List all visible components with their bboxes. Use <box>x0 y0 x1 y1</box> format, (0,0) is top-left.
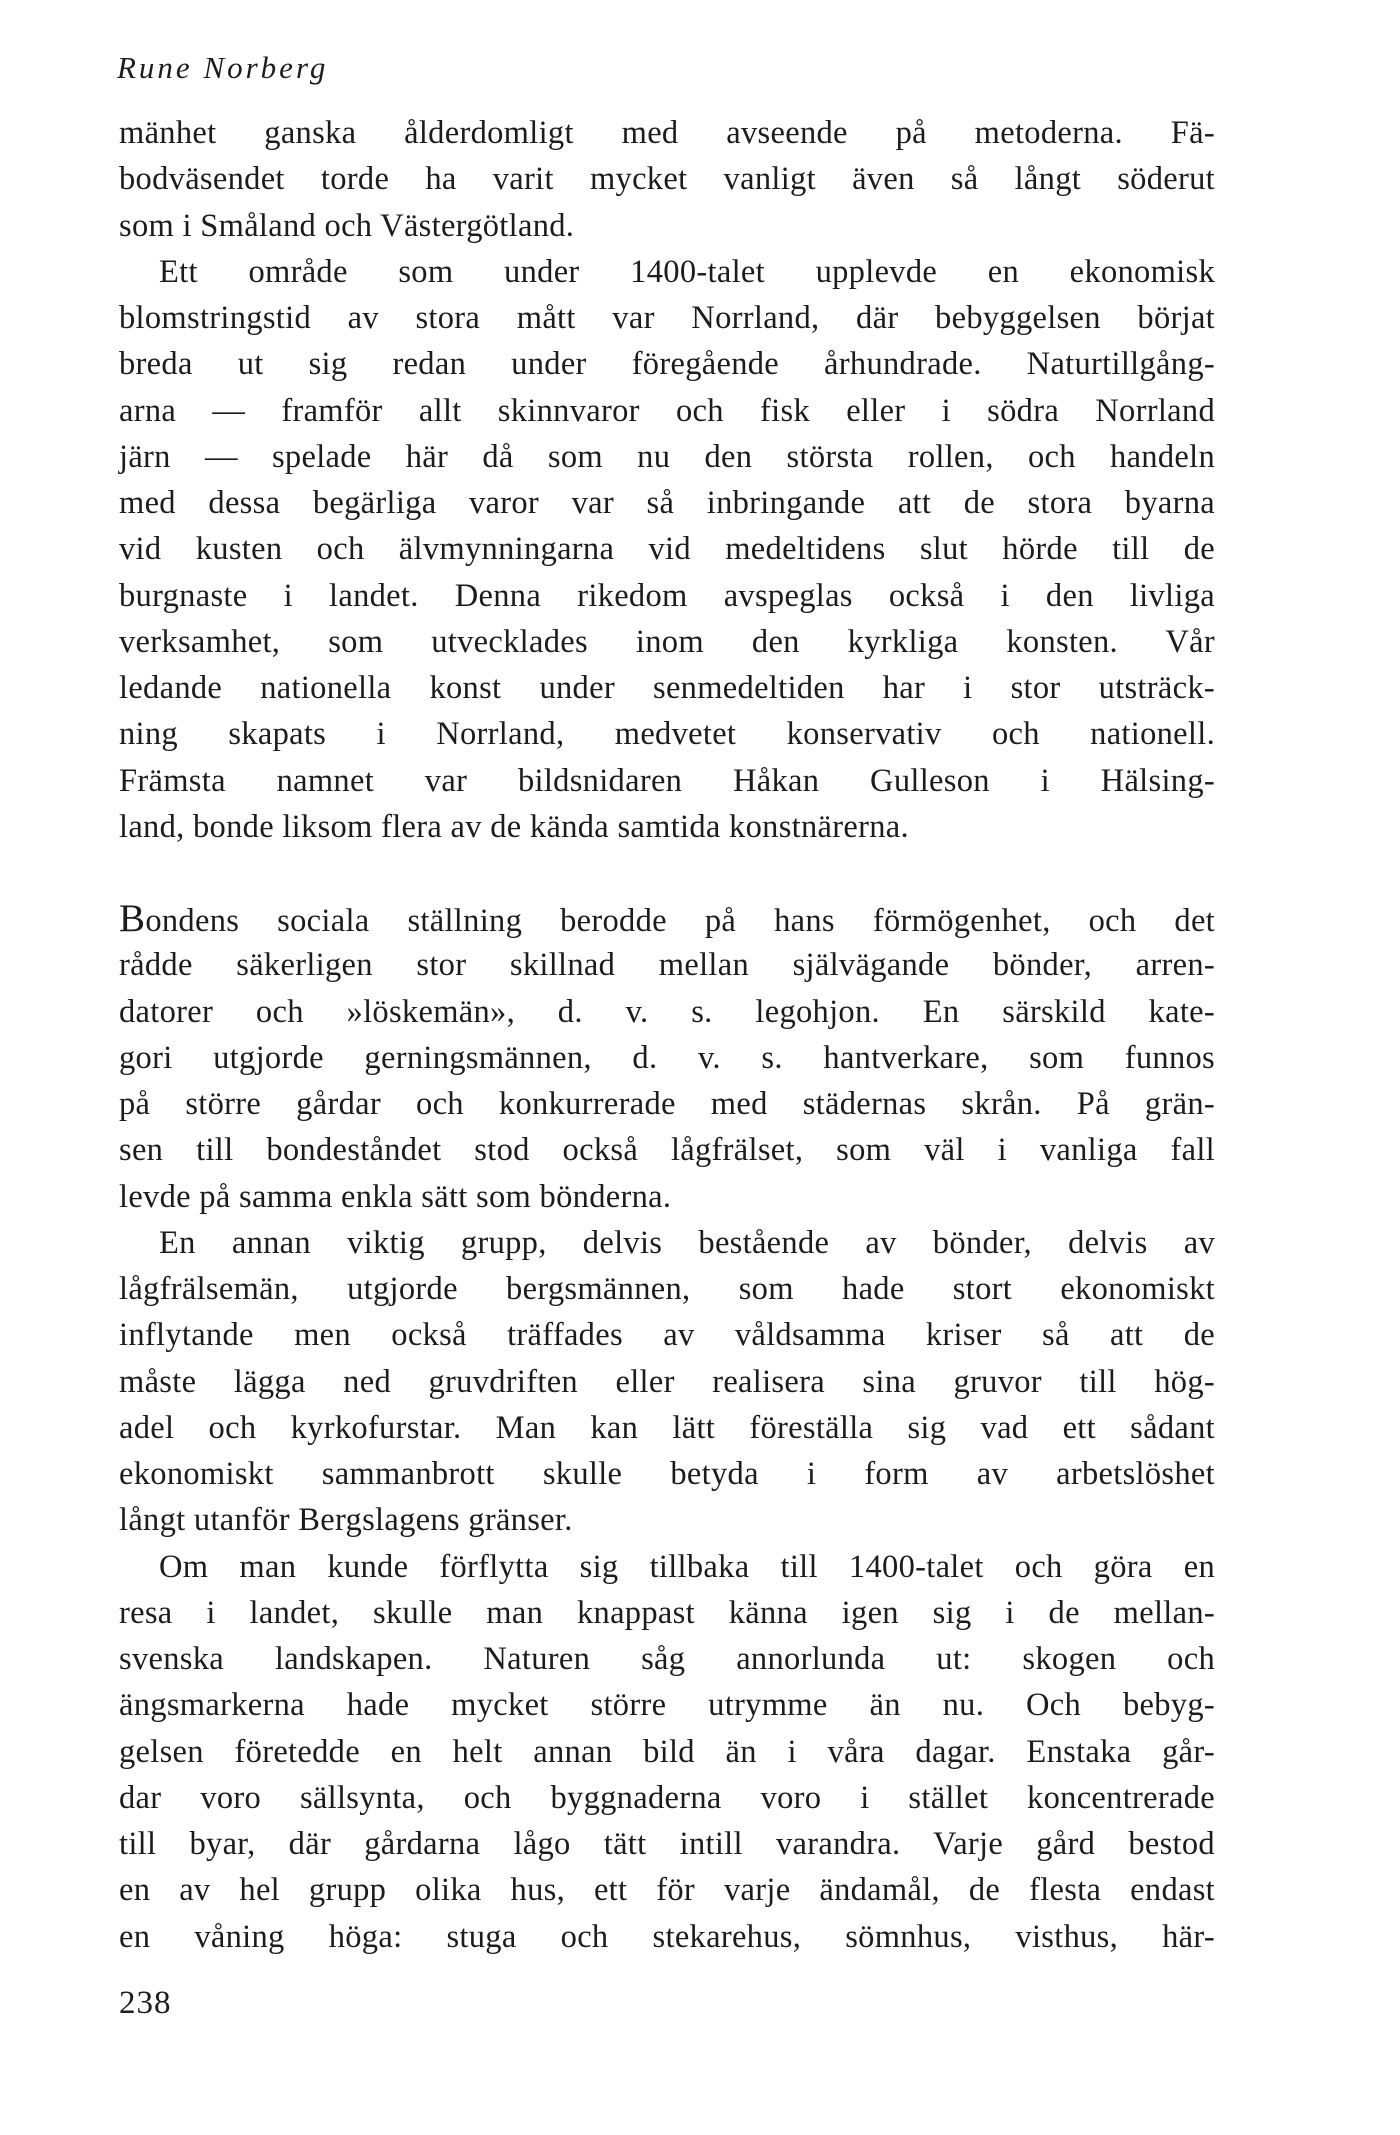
text-line: rådde säkerligen stor skillnad mellan självägande bönder, arren- <box>119 947 1215 984</box>
text-line: som i Småland och Västergötland. <box>119 207 575 244</box>
paragraph <box>119 1544 1215 1960</box>
text-line: mänhet ganska ålderdomligt med avseende på metoderna. Fä- <box>119 115 1215 151</box>
text-line: en av hel grupp olika hus, ett för varje ändamål, de flesta endast <box>119 1872 1215 1909</box>
text-line: verksamhet, som utvecklades inom den kyrkliga konsten. Vår <box>119 623 1215 660</box>
text-line: måste lägga ned gruvdriften eller realisera sina gruvor till hög- <box>119 1363 1215 1400</box>
text-line: levde på samma enkla sätt som bönderna. <box>119 1178 672 1215</box>
text-line: en våning höga: stuga och stekarehus, sömnhus, visthus, här- <box>119 1918 1215 1955</box>
text-line: dar voro sällsynta, och byggnaderna voro i stället koncentrerade <box>119 1779 1215 1816</box>
text-line: sen till bondeståndet stod också lågfrälset, som väl i vanliga fall <box>119 1132 1215 1169</box>
text-line: Främsta namnet var bildsnidaren Håkan Gulleson i Hälsing- <box>119 762 1215 799</box>
text-line: datorer och »löskemän», d. v. s. legohjon. En särskild kate- <box>119 993 1215 1030</box>
text-line: resa i landet, skulle man knappast känna igen sig i de mellan- <box>119 1594 1215 1631</box>
text-line <box>119 896 1215 942</box>
text-line: järn — spelade här då som nu den största rollen, och handeln <box>119 438 1215 475</box>
text-line: En annan viktig grupp, delvis bestående av bönder, delvis av <box>159 1224 1215 1261</box>
page-number: 238 <box>119 1985 172 2021</box>
paragraph <box>119 249 1215 850</box>
text-line-rest: ondens sociala ställning berodde på hans förmögenhet, och det <box>145 903 1215 939</box>
text-line: ekonomiskt sammanbrott skulle betyda i form av arbetslöshet <box>119 1456 1215 1492</box>
text-line: ängsmarkerna hade mycket större utrymme än nu. Och bebyg- <box>119 1687 1215 1724</box>
text-line: gori utgjorde gerningsmännen, d. v. s. hantverkare, som funnos <box>119 1039 1215 1076</box>
text-line: arna — framför allt skinnvaror och fisk eller i södra Norrland <box>119 392 1215 429</box>
paragraph <box>119 1220 1215 1544</box>
text-line: Ett område som under 1400-talet upplevde en ekonomisk <box>159 253 1215 290</box>
text-line: ledande nationella konst under senmedeltiden har i stor utsträck- <box>119 670 1215 706</box>
text-line: bodväsendet torde ha varit mycket vanligt även så långt söderut <box>119 161 1215 198</box>
text-line: Om man kunde förflytta sig tillbaka till 1400-talet och göra en <box>159 1548 1215 1585</box>
paragraph <box>119 896 1215 1220</box>
text-line: breda ut sig redan under föregående århundrade. Naturtillgång- <box>119 346 1215 383</box>
text-line: vid kusten och älvmynningarna vid medeltidens slut hörde till de <box>119 531 1215 568</box>
text-line: gelsen företedde en helt annan bild än i våra dagar. Enstaka går- <box>119 1733 1215 1770</box>
text-line: långt utanför Bergslagens gränser. <box>119 1502 573 1539</box>
text-line: lågfrälsemän, utgjorde bergsmännen, som hade stort ekonomiskt <box>119 1271 1215 1307</box>
text-line: med dessa begärliga varor var så inbringande att de stora byarna <box>119 485 1215 521</box>
body-text <box>119 110 1215 1960</box>
text-line: land, bonde liksom flera av de kända samtida konstnärerna. <box>119 808 909 845</box>
text-line: på större gårdar och konkurrerade med städernas skrån. På grän- <box>119 1086 1215 1122</box>
section-break <box>119 850 1215 896</box>
text-line: svenska landskapen. Naturen såg annorlunda ut: skogen och <box>119 1641 1215 1677</box>
running-head: Rune Norberg <box>117 50 329 85</box>
text-line: adel och kyrkofurstar. Man kan lätt föreställa sig vad ett sådant <box>119 1409 1215 1446</box>
paragraph <box>119 110 1215 249</box>
text-line: blomstringstid av stora mått var Norrland, där bebyggelsen börjat <box>119 300 1215 336</box>
text-line: inflytande men också träffades av våldsamma kriser så att de <box>119 1317 1215 1354</box>
text-line: ning skapats i Norrland, medvetet konservativ och nationell. <box>119 716 1215 753</box>
initial-letter: B <box>119 897 146 940</box>
text-line: burgnaste i landet. Denna rikedom avspeglas också i den livliga <box>119 577 1215 614</box>
text-line: till byar, där gårdarna lågo tätt intill varandra. Varje gård bestod <box>119 1826 1215 1862</box>
